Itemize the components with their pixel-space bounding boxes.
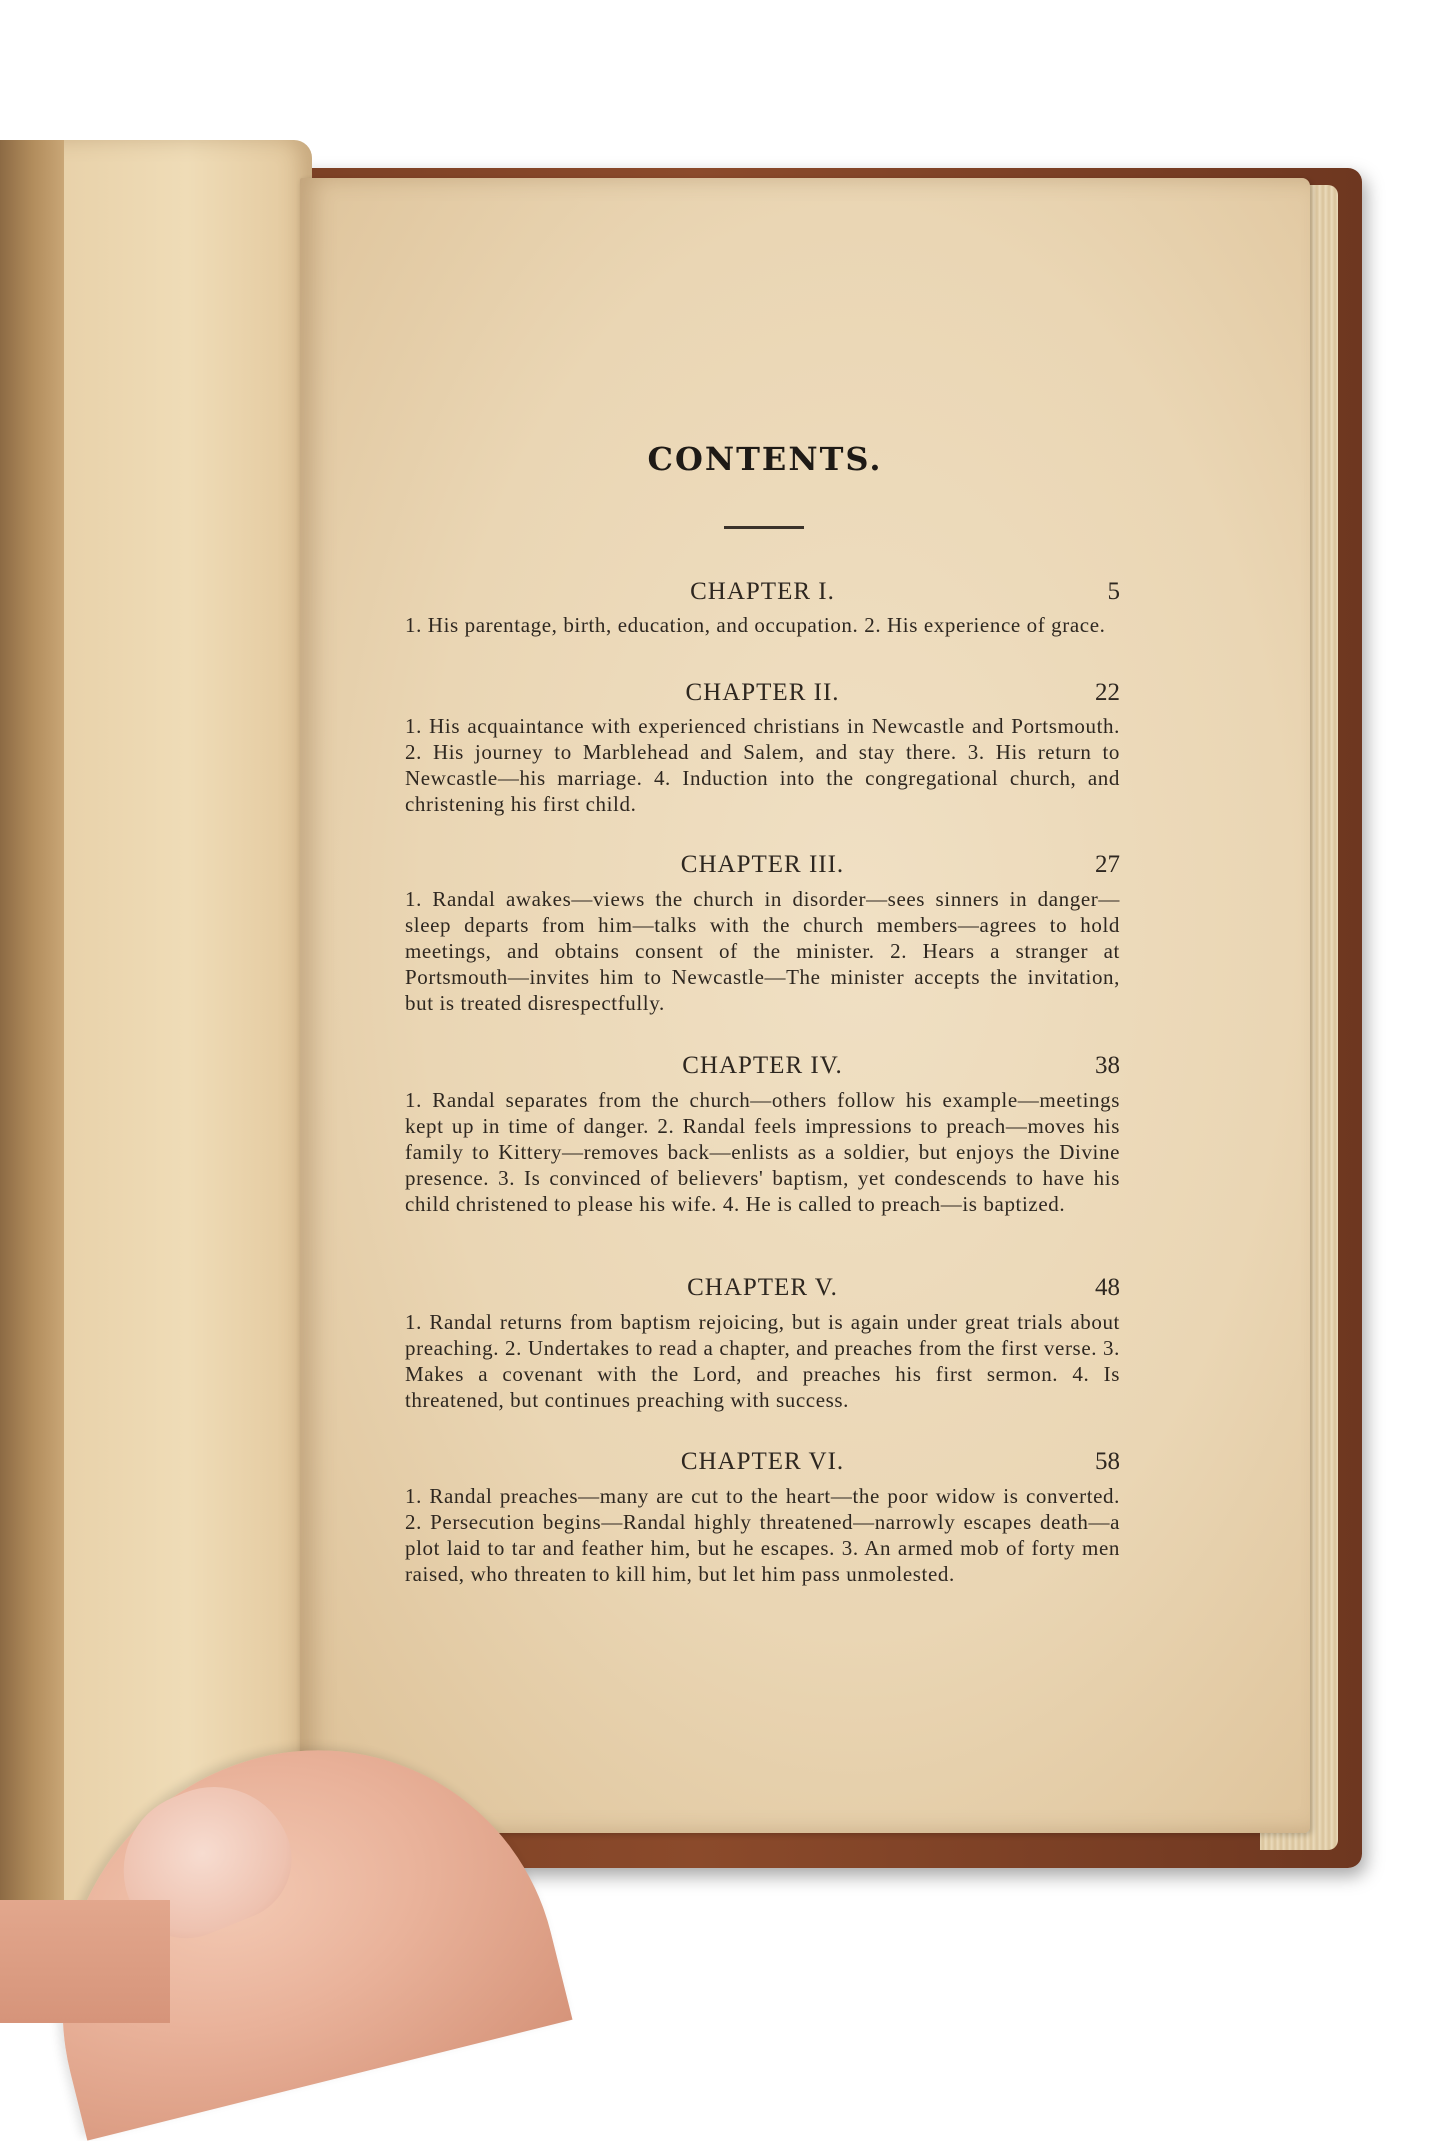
chapter-title: CHAPTER V. (687, 1274, 838, 1301)
chapter-page-number: 38 (1095, 1052, 1120, 1079)
chapter-title: CHAPTER IV. (682, 1052, 843, 1079)
chapter-heading (405, 578, 1120, 608)
chapter-page-number: 27 (1095, 851, 1120, 878)
left-page-edge (0, 140, 64, 2023)
chapter-summary: 1. Randal separates from the church—others follow his example—meetings kept up in time of danger. 2. Randal feels impressions to preach—moves his family to Kittery—removes back—enlists as a soldier, but enjoys the Divine presence. 3. Is convinced of believers' baptism, yet condescends to have his child christened to please his wife. 4. He is called to preach—is baptized. (405, 1088, 1120, 1216)
chapter-summary: 1. Randal returns from baptism rejoicing, but is again under great trials about preaching. 2. Undertakes to read a chapter, and preaches from the first verse. 3. Makes a covenant with the Lord, and preaches his first sermon. 4. Is threatened, but continues preaching with success. (405, 1310, 1120, 1412)
contents-title: CONTENTS. (647, 440, 883, 478)
chapter-summary: 1. Randal preaches—many are cut to the heart—the poor widow is converted. 2. Persecution begins—Randal highly threatened—narrowly escapes death—a plot laid to tar and feather him, but he escapes. 3. An armed mob of forty men raised, who threaten to kill him, but let him pass unmolested. (405, 1484, 1120, 1586)
chapter-title: CHAPTER II. (685, 679, 840, 706)
chapter-page-number: 48 (1095, 1274, 1120, 1301)
chapter-heading (405, 1274, 1120, 1304)
chapter-title: CHAPTER III. (680, 851, 845, 878)
title-rule (724, 526, 804, 529)
chapter-title: CHAPTER I. (690, 578, 835, 605)
chapter-heading (405, 679, 1120, 709)
chapter-heading (405, 851, 1120, 881)
chapter-page-number: 22 (1095, 679, 1120, 706)
chapter-summary: 1. His acquaintance with experienced christians in Newcastle and Portsmouth. 2. His journey to Marblehead and Salem, and stay there. 3. His return to Newcastle—his marriage. 4. Induction into the congregational church, and christening his first child. (405, 714, 1120, 816)
chapter-heading (405, 1448, 1120, 1478)
chapter-page-number: 58 (1095, 1448, 1120, 1475)
chapter-heading (405, 1052, 1120, 1082)
chapter-summary: 1. Randal awakes—views the church in disorder—sees sinners in danger—sleep departs from him—talks with the church members—agrees to hold meetings, and obtains consent of the minister. 2. Hears a stranger at Portsmouth—invites him to Newcastle—The minister accepts the invitation, but is treated disrespectfully. (405, 887, 1120, 1015)
chapter-page-number: 5 (1107, 578, 1120, 605)
chapter-title: CHAPTER VI. (680, 1448, 845, 1475)
hand-palm (0, 1900, 170, 2023)
chapter-summary: 1. His parentage, birth, education, and occupation. 2. His experience of grace. (405, 613, 1106, 637)
